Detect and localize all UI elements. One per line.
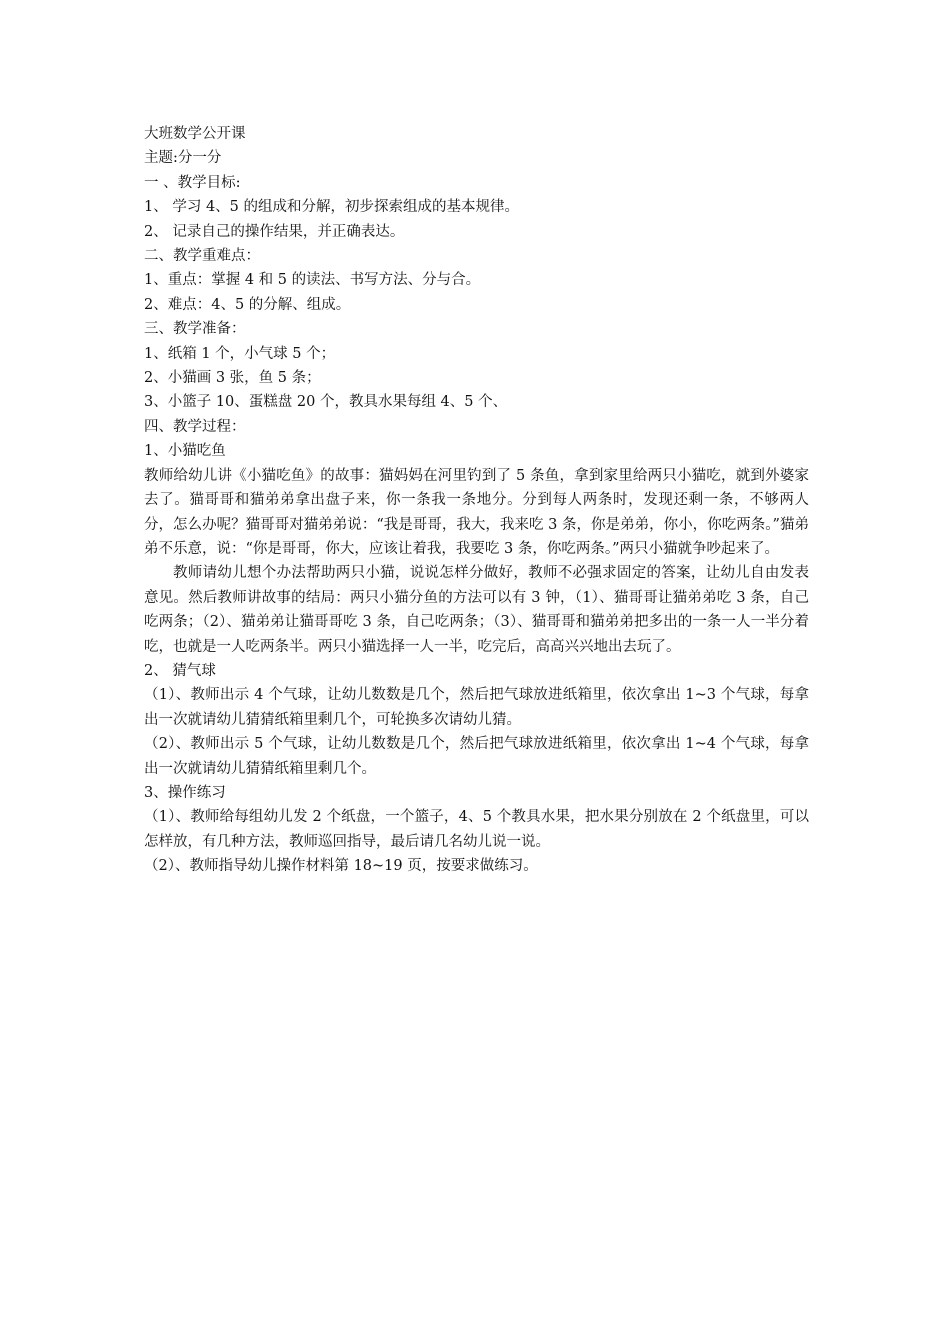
- prep-item-1: 1、纸箱 1 个，小气球 5 个；: [144, 345, 336, 362]
- prep-item-2: 2、小猫画 3 张，鱼 5 条；: [144, 370, 321, 387]
- section-3-heading: 3、操作练习: [144, 784, 226, 801]
- keypoint-item-1: 1、重点：掌握 4 和 5 的读法、书写方法、分与合。: [144, 272, 481, 289]
- keypoints-heading: 二、教学重难点：: [144, 248, 260, 265]
- keypoint-item-2: 2、难点：4、5 的分解、组成。: [144, 296, 351, 313]
- process-heading: 四、教学过程：: [144, 418, 246, 435]
- goal-item-1: 1、 学习 4、5 的组成和分解，初步探索组成的基本规律。: [144, 199, 520, 216]
- document-title: 大班数学公开课: [144, 126, 246, 142]
- goals-heading: 一 、教学目标:: [144, 174, 241, 191]
- section-3-item-2: （2）、教师指导幼儿操作材料第 18~19 页，按要求做练习。: [144, 858, 538, 875]
- section-2-item-2: （2）、教师出示 5 个气球，让幼儿数数是几个，然后把气球放进纸箱里，依次拿出 1~4 个气球，每拿出一次就请幼儿猜猜纸箱里剩几个。: [144, 736, 809, 777]
- section-1-paragraph-1: 教师给幼儿讲《小猫吃鱼》的故事：猫妈妈在河里钓到了 5 条鱼，拿到家里给两只小猫吃，就到外婆家去了。猫哥哥和猫弟弟拿出盘子来，你一条我一条地分。分到每人两条时，发现还剩一条，不够两人分，怎么办呢？猫哥哥对猫弟弟说：“我是哥哥，我大，我来吃 3 条，你是弟弟，你小，你吃两条。”猫弟弟不乐意，说：“你是哥哥，你大，应该让着我，我要吃 3 条，你吃两条。”两只小猫就争吵起来了。: [144, 467, 809, 557]
- section-2-item-1: （1）、教师出示 4 个气球，让幼儿数数是几个，然后把气球放进纸箱里，依次拿出 1~3 个气球，每拿出一次就请幼儿猜猜纸箱里剩几个，可轮换多次请幼儿猜。: [144, 687, 809, 728]
- section-1-paragraph-2: 教师请幼儿想个办法帮助两只小猫，说说怎样分做好，教师不必强求固定的答案，让幼儿自由发表意见。然后教师讲故事的结局：两只小猫分鱼的方法可以有 3 钟，（1）、猫哥哥让猫弟弟吃 3 条，自己吃两条；（2）、猫弟弟让猫哥哥吃 3 条，自己吃两条；（3）、猫哥哥和猫弟弟把多出的一条一人一半分着吃，也就是一人吃两条半。两只小猫选择一人一半，吃完后，高高兴兴地出去玩了。: [144, 565, 809, 655]
- section-3-item-1: （1）、教师给每组幼儿发 2 个纸盘，一个篮子，4、5 个教具水果，把水果分别放在 2 个纸盘里，可以怎样放，有几种方法，教师巡回指导，最后请几名幼儿说一说。: [144, 809, 809, 850]
- prep-heading: 三、教学准备：: [144, 321, 246, 338]
- document-theme: 主题:分一分: [144, 150, 222, 167]
- section-2-heading: 2、 猜气球: [144, 662, 216, 679]
- prep-item-3: 3、小篮子 10、蛋糕盘 20 个，教具水果每组 4、5 个、: [144, 394, 508, 411]
- goal-item-2: 2、 记录自己的操作结果，并正确表达。: [144, 223, 405, 240]
- document-page: [144, 122, 809, 879]
- section-1-heading: 1、小猫吃鱼: [144, 443, 226, 460]
